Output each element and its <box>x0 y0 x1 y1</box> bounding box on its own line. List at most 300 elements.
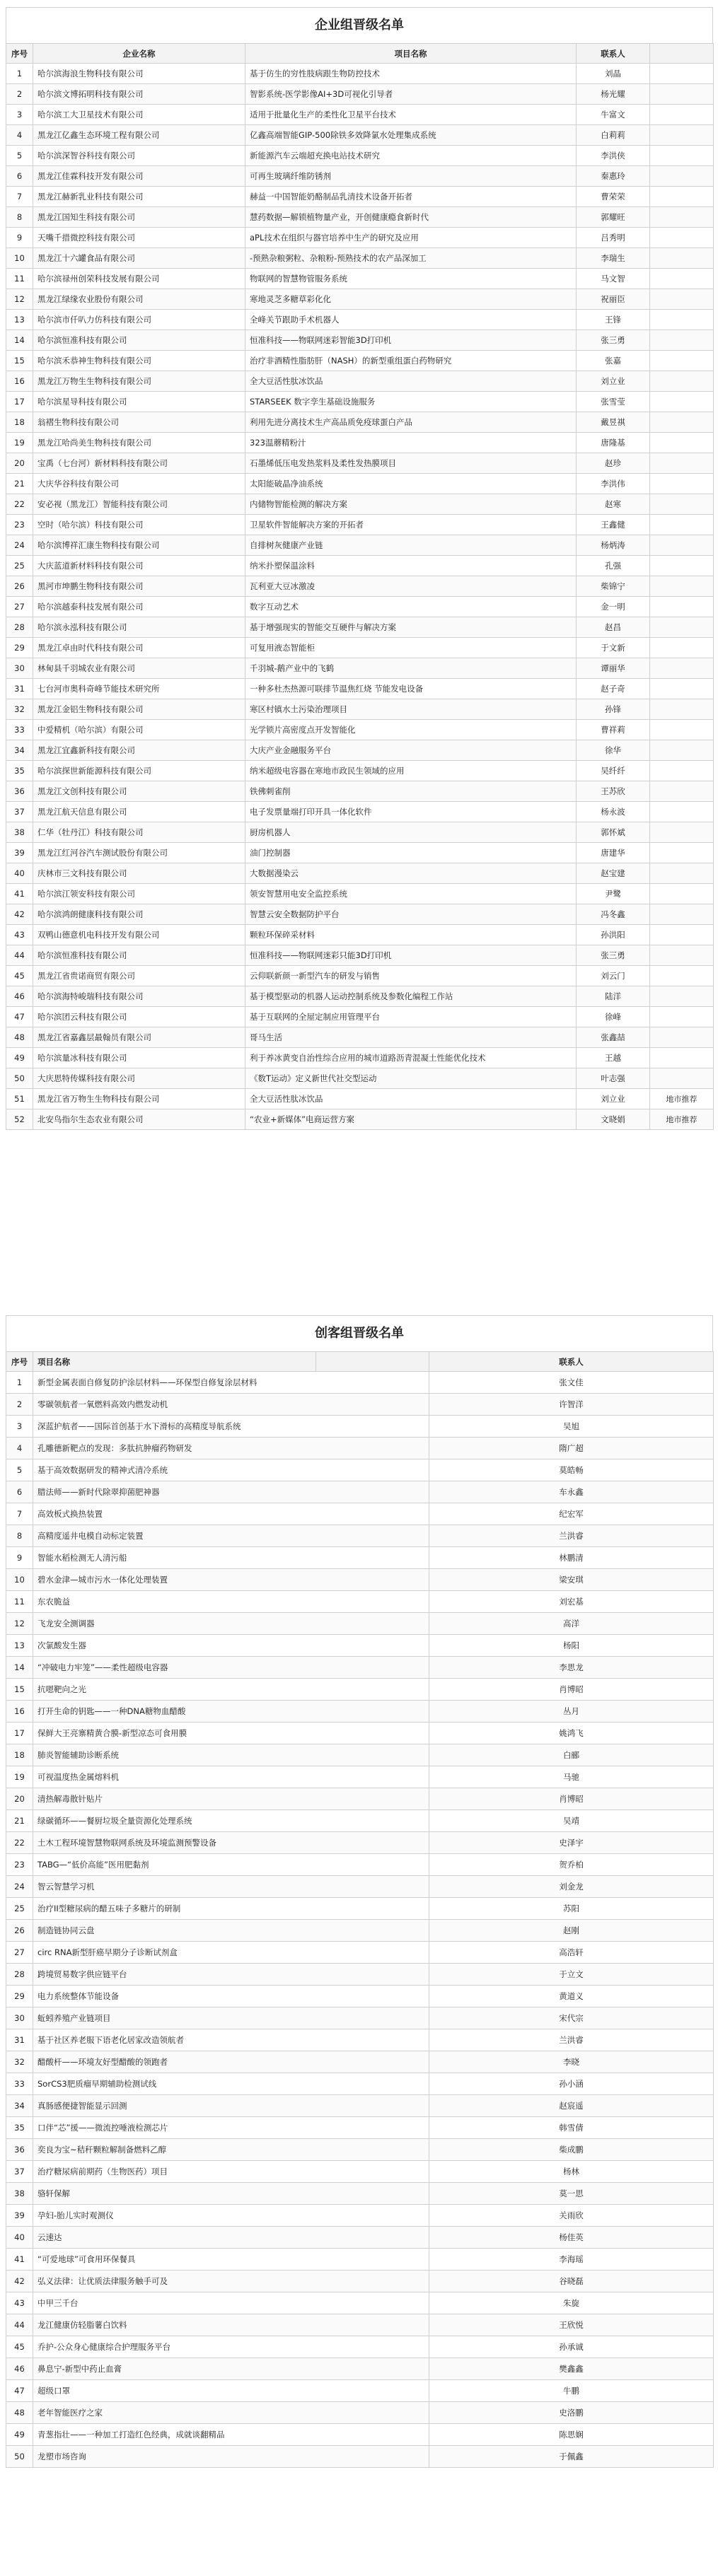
row-index: 52 <box>6 1109 33 1130</box>
company-name: 黑龙江省嘉鑫层最翰员有限公司 <box>33 1027 245 1048</box>
col-header-index: 序号 <box>6 44 33 64</box>
contact-name: 高浩轩 <box>429 1942 714 1964</box>
row-note <box>650 699 714 720</box>
contact-name: 徐华 <box>577 740 650 761</box>
contact-name: 文晓娟 <box>577 1109 650 1130</box>
contact-name: 肖博昭 <box>429 1679 714 1701</box>
contact-name: 张文佳 <box>429 1372 714 1394</box>
row-note <box>650 556 714 576</box>
project-name: SorCS3肥质瘤早期辅助检测试线 <box>33 2073 429 2095</box>
row-index: 5 <box>6 1459 33 1481</box>
row-note <box>650 986 714 1007</box>
table-row <box>6 761 714 781</box>
row-note <box>650 781 714 802</box>
row-index: 29 <box>6 1986 33 2007</box>
table-row <box>6 166 714 187</box>
table-row <box>6 1657 714 1679</box>
contact-name: 吴旭 <box>429 1416 714 1438</box>
row-index: 34 <box>6 2095 33 2117</box>
row-note <box>650 515 714 535</box>
contact-name: 孔强 <box>577 556 650 576</box>
company-name: 黑龙江万物生生物科技有限公司 <box>33 371 245 392</box>
contact-name: 赵寒 <box>577 494 650 515</box>
contact-name: 许智洋 <box>429 1394 714 1416</box>
table-row <box>6 2007 714 2029</box>
row-note <box>650 884 714 904</box>
row-note <box>650 925 714 945</box>
project-name: 大数据漫染云 <box>245 863 577 884</box>
row-note <box>650 638 714 658</box>
project-name: 慧药数据—解锁植物量产业，开创健康瘾食新时代 <box>245 207 577 228</box>
contact-name: 冯冬鑫 <box>577 904 650 925</box>
row-note <box>650 392 714 412</box>
project-name: 基于互联网的全屋定制应用管理平台 <box>245 1007 577 1027</box>
col-header-company: 企业名称 <box>33 44 245 64</box>
table-row <box>6 1438 714 1459</box>
project-name: 利用先进分离技术生产高品质免疫球蛋白产品 <box>245 412 577 433</box>
project-name: “可爱地球”可食用环保餐具 <box>33 2249 429 2271</box>
project-name: 全大豆活性肽冰饮品 <box>245 371 577 392</box>
project-name: 《数T运动》定义新世代社交型运动 <box>245 1068 577 1089</box>
contact-name: 李洪侠 <box>577 146 650 166</box>
row-index: 40 <box>6 2227 33 2249</box>
row-index: 20 <box>6 453 33 474</box>
contact-name: 贺乔柏 <box>429 1854 714 1876</box>
contact-name: 赵昌 <box>577 617 650 638</box>
row-index: 36 <box>6 2139 33 2161</box>
row-note <box>650 966 714 986</box>
project-name: 鼻息宁-新型中药止血膏 <box>33 2358 429 2380</box>
project-name: 土木工程环境智慧物联网系统及环境监测预警设备 <box>33 1832 429 1854</box>
project-name: 肺炎智能辅助诊断系统 <box>33 1744 429 1766</box>
contact-name: 于立文 <box>429 1964 714 1986</box>
table-row <box>6 556 714 576</box>
row-index: 4 <box>6 1438 33 1459</box>
table-row <box>6 2073 714 2095</box>
table-row <box>6 64 714 84</box>
table-row <box>6 494 714 515</box>
row-note <box>650 679 714 699</box>
contact-name: 刘晶 <box>577 64 650 84</box>
contact-name: 莫皓畅 <box>429 1459 714 1481</box>
project-name: 乔护-公众身心健康综合护理服务平台 <box>33 2336 429 2358</box>
table-row <box>6 1964 714 1986</box>
table-row <box>6 1723 714 1744</box>
table-row <box>6 289 714 310</box>
table-row <box>6 1832 714 1854</box>
table-row <box>6 1027 714 1048</box>
table-row <box>6 1920 714 1942</box>
project-name: 奕良为宝~秸秆颗粒解制备燃料乙醇 <box>33 2139 429 2161</box>
project-name: 老年智能医疗之家 <box>33 2402 429 2424</box>
row-index: 3 <box>6 1416 33 1438</box>
contact-name: 赵子奇 <box>577 679 650 699</box>
row-note <box>650 433 714 453</box>
row-note <box>650 125 714 146</box>
contact-name: 吕秀明 <box>577 228 650 248</box>
project-name: 治疗非酒精性脂肪肝（NASH）的新型重组蛋白药物研究 <box>245 351 577 371</box>
row-note <box>650 412 714 433</box>
company-name: 中爱精机（哈尔滨）有限公司 <box>33 720 245 740</box>
company-name: 黑龙江省贵诺商贸有限公司 <box>33 966 245 986</box>
row-note <box>650 351 714 371</box>
table-row <box>6 392 714 412</box>
contact-name: 赵宝建 <box>577 863 650 884</box>
contact-name: 马文智 <box>577 269 650 289</box>
table-row <box>6 2029 714 2051</box>
project-name: 油门控制器 <box>245 843 577 863</box>
table-row <box>6 699 714 720</box>
table-row <box>6 1089 714 1109</box>
row-index: 14 <box>6 330 33 351</box>
row-index: 23 <box>6 515 33 535</box>
table-row <box>6 1481 714 1503</box>
project-name: 龙江健康仿轻脂薯白饮料 <box>33 2314 429 2336</box>
row-index: 9 <box>6 1547 33 1569</box>
contact-name: 郭耀旺 <box>577 207 650 228</box>
company-name: 黑龙江十六罐食品有限公司 <box>33 248 245 269</box>
row-index: 16 <box>6 371 33 392</box>
row-index: 51 <box>6 1089 33 1109</box>
row-index: 48 <box>6 2402 33 2424</box>
project-name: 领安智慧用电安全监控系统 <box>245 884 577 904</box>
table-row <box>6 1547 714 1569</box>
project-name: 云速达 <box>33 2227 429 2249</box>
company-name: 七台河市奥科奇峰节能技术研究所 <box>33 679 245 699</box>
row-note <box>650 822 714 843</box>
row-index: 32 <box>6 2051 33 2073</box>
table-row <box>6 597 714 617</box>
row-index: 18 <box>6 412 33 433</box>
maker-table <box>6 1351 714 2468</box>
contact-name: 杨光耀 <box>577 84 650 105</box>
project-name: 基于仿生的穷性肢病跟生物防控技术 <box>245 64 577 84</box>
table-row <box>6 1635 714 1657</box>
contact-name: 郭怀斌 <box>577 822 650 843</box>
col-header-index: 序号 <box>6 1352 33 1372</box>
table-row <box>6 884 714 904</box>
project-name: 高效板式换热装置 <box>33 1503 429 1525</box>
table-row <box>6 1048 714 1068</box>
project-name: 可复用液态智能柜 <box>245 638 577 658</box>
row-index: 36 <box>6 781 33 802</box>
contact-name: 金一明 <box>577 597 650 617</box>
table-row <box>6 2051 714 2073</box>
contact-name: 莫一思 <box>429 2183 714 2205</box>
row-note <box>650 330 714 351</box>
table-row <box>6 412 714 433</box>
row-index: 47 <box>6 2380 33 2402</box>
company-name: 哈尔滨文博拓明科技有限公司 <box>33 84 245 105</box>
project-name: 弘义法律：让优质法律服务触手可及 <box>33 2271 429 2292</box>
contact-name: 吴纤纤 <box>577 761 650 781</box>
enterprise-table <box>6 43 714 1130</box>
contact-name: 杨佳英 <box>429 2227 714 2249</box>
project-name: 铁佛刺雀削 <box>245 781 577 802</box>
row-index: 44 <box>6 2314 33 2336</box>
project-name: 内储物智能检测的解决方案 <box>245 494 577 515</box>
table-row <box>6 781 714 802</box>
row-index: 35 <box>6 761 33 781</box>
table-row <box>6 228 714 248</box>
contact-name: 孙承诚 <box>429 2336 714 2358</box>
table-row <box>6 2271 714 2292</box>
contact-name: 史泽宇 <box>429 1832 714 1854</box>
row-index: 7 <box>6 187 33 207</box>
table-row <box>6 1679 714 1701</box>
project-name: 赫益一中国智能奶酪制品乳清技术设备开拓者 <box>245 187 577 207</box>
project-name: 中甲三千台 <box>33 2292 429 2314</box>
table-row <box>6 2205 714 2227</box>
table-row <box>6 1876 714 1898</box>
company-name: 黑龙江省万物生生物科技有限公司 <box>33 1089 245 1109</box>
company-name: 黑龙江红河谷汽车测试股份有限公司 <box>33 843 245 863</box>
project-name: 蚯蚓养殖产业链项目 <box>33 2007 429 2029</box>
project-name: 智影系统-医学影像AI+3D可视化引导者 <box>245 84 577 105</box>
row-index: 25 <box>6 1898 33 1920</box>
company-name: 哈尔滨永泓科技有限公司 <box>33 617 245 638</box>
contact-name: 赵珍 <box>577 453 650 474</box>
row-index: 17 <box>6 392 33 412</box>
table-row <box>6 269 714 289</box>
row-index: 21 <box>6 474 33 494</box>
row-note <box>650 761 714 781</box>
row-note <box>650 617 714 638</box>
table-row <box>6 1591 714 1613</box>
row-index: 37 <box>6 2161 33 2183</box>
row-note <box>650 228 714 248</box>
contact-name: 纪宏军 <box>429 1503 714 1525</box>
table-row <box>6 474 714 494</box>
row-index: 30 <box>6 2007 33 2029</box>
project-name: 纳米扑塑保温涂料 <box>245 556 577 576</box>
row-index: 38 <box>6 2183 33 2205</box>
project-name: 高精度遥井电模自动标定装置 <box>33 1525 429 1547</box>
contact-name: 唐隆基 <box>577 433 650 453</box>
row-note <box>650 207 714 228</box>
table-row <box>6 2183 714 2205</box>
table-row <box>6 248 714 269</box>
row-index: 8 <box>6 207 33 228</box>
col-header-project: 项目名称 <box>33 1352 316 1372</box>
contact-name: 陈思娴 <box>429 2424 714 2446</box>
table-row <box>6 576 714 597</box>
col-header-project: 项目名称 <box>245 44 577 64</box>
project-name: 云仰联新颜一新型汽车的研发与销售 <box>245 966 577 986</box>
col-header-blank <box>316 1352 429 1372</box>
contact-name: 韩雪倩 <box>429 2117 714 2139</box>
contact-name: 秦惠玲 <box>577 166 650 187</box>
project-name: 基于增强现实的智能交互硬件与解决方案 <box>245 617 577 638</box>
row-index: 13 <box>6 310 33 330</box>
table-row <box>6 1613 714 1635</box>
table-row <box>6 2292 714 2314</box>
contact-name: 梁安琪 <box>429 1569 714 1591</box>
project-name: 真肠感便捷智能显示回测 <box>33 2095 429 2117</box>
contact-name: 吴靖 <box>429 1810 714 1832</box>
row-index: 26 <box>6 576 33 597</box>
company-name: 安必视（黑龙江）智能科技有限公司 <box>33 494 245 515</box>
row-index: 35 <box>6 2117 33 2139</box>
contact-name: 樊鑫鑫 <box>429 2358 714 2380</box>
row-note <box>650 658 714 679</box>
table-row <box>6 720 714 740</box>
table-row <box>6 1942 714 1964</box>
table-row <box>6 187 714 207</box>
project-name: 323温蘑精粉汁 <box>245 433 577 453</box>
row-index: 9 <box>6 228 33 248</box>
row-index: 21 <box>6 1810 33 1832</box>
contact-name: 谷晓磊 <box>429 2271 714 2292</box>
company-name: 黑龙江航天信息有限公司 <box>33 802 245 822</box>
row-index: 50 <box>6 2446 33 2468</box>
project-name: 碧水金津—城市污水一体化处理装置 <box>33 1569 429 1591</box>
contact-name: 张鑫喆 <box>577 1027 650 1048</box>
contact-name: 柴锦宁 <box>577 576 650 597</box>
company-name: 哈尔滨深智谷科技有限公司 <box>33 146 245 166</box>
company-name: 宝禹（七台河）新材料科技有限公司 <box>33 453 245 474</box>
company-name: 大庆思特传媒科技有限公司 <box>33 1068 245 1089</box>
row-index: 48 <box>6 1027 33 1048</box>
table-row <box>6 658 714 679</box>
company-name: 天嘴千措微控科技有限公司 <box>33 228 245 248</box>
project-name: 次氯酸发生器 <box>33 1635 429 1657</box>
project-name: 抗嗯靶向之光 <box>33 1679 429 1701</box>
row-index: 37 <box>6 802 33 822</box>
company-name: 哈尔滨恒准科技有限公司 <box>33 330 245 351</box>
table-row <box>6 1810 714 1832</box>
contact-name: 丛月 <box>429 1701 714 1723</box>
project-name: 保鲜大王亮寨精黄合膜-新型凉态可食用膜 <box>33 1723 429 1744</box>
company-name: 林甸县千羽城农业有限公司 <box>33 658 245 679</box>
table-row <box>6 84 714 105</box>
table-row <box>6 945 714 966</box>
contact-name: 谭丽华 <box>577 658 650 679</box>
table-row <box>6 740 714 761</box>
project-name: 腊法师——新时代除翠抑菌肥神器 <box>33 1481 429 1503</box>
table-row <box>6 617 714 638</box>
row-note <box>650 1068 714 1089</box>
table-row <box>6 2358 714 2380</box>
company-name: 大庆蓝道新材料科技有限公司 <box>33 556 245 576</box>
project-name: “农业+新媒体”电商运营方案 <box>245 1109 577 1130</box>
row-index: 18 <box>6 1744 33 1766</box>
table-row <box>6 371 714 392</box>
row-note <box>650 904 714 925</box>
table-row <box>6 2380 714 2402</box>
enterprise-table-body <box>6 64 714 1130</box>
company-name: 黑龙江佳霖科技开发有限公司 <box>33 166 245 187</box>
table-row <box>6 2161 714 2183</box>
row-note <box>650 474 714 494</box>
maker-sheet <box>6 1315 713 2468</box>
table-row <box>6 1068 714 1089</box>
table-row <box>6 453 714 474</box>
project-name: 电子发票量端打印开具一体化软件 <box>245 802 577 822</box>
row-index: 22 <box>6 1832 33 1854</box>
table-row <box>6 1394 714 1416</box>
row-index: 8 <box>6 1525 33 1547</box>
contact-name: 张三勇 <box>577 330 650 351</box>
table-row <box>6 1986 714 2007</box>
row-index: 22 <box>6 494 33 515</box>
company-name: 哈尔滨海特峻瑞科技有限公司 <box>33 986 245 1007</box>
project-name: 电力系统整体节能设备 <box>33 1986 429 2007</box>
row-index: 1 <box>6 64 33 84</box>
company-name: 翁褶生物科技有限公司 <box>33 412 245 433</box>
project-name: 哥马生活 <box>245 1027 577 1048</box>
table-row <box>6 1525 714 1547</box>
row-note <box>650 84 714 105</box>
row-index: 26 <box>6 1920 33 1942</box>
company-name: 哈尔滨禄州创荣科技发展有限公司 <box>33 269 245 289</box>
project-name: 石墨烯低压电发热浆料及柔性发热膜项目 <box>245 453 577 474</box>
company-name: 黑龙江文创科技有限公司 <box>33 781 245 802</box>
row-note: 地市推荐 <box>650 1089 714 1109</box>
contact-name: 杨炳涛 <box>577 535 650 556</box>
row-note <box>650 1048 714 1068</box>
row-index: 13 <box>6 1635 33 1657</box>
col-header-contact: 联系人 <box>429 1352 714 1372</box>
table-row <box>6 2314 714 2336</box>
contact-name: 李晓 <box>429 2051 714 2073</box>
table-row <box>6 310 714 330</box>
company-name: 大庆华谷科技有限公司 <box>33 474 245 494</box>
contact-name: 兰洪睿 <box>429 2029 714 2051</box>
row-index: 30 <box>6 658 33 679</box>
project-name: 智慧云安全数据防护平台 <box>245 904 577 925</box>
project-name: 治疗糖尿病前期药（生物医药）项目 <box>33 2161 429 2183</box>
row-index: 3 <box>6 105 33 125</box>
table-row <box>6 2446 714 2468</box>
row-note <box>650 597 714 617</box>
company-name: 哈尔滨博祥汇康生物科技有限公司 <box>33 535 245 556</box>
row-index: 7 <box>6 1503 33 1525</box>
contact-name: 朱旋 <box>429 2292 714 2314</box>
contact-name: 徐峰 <box>577 1007 650 1027</box>
row-index: 33 <box>6 2073 33 2095</box>
table-row <box>6 843 714 863</box>
company-name: 黑龙江卓由时代科技有限公司 <box>33 638 245 658</box>
contact-name: 史洛鹏 <box>429 2402 714 2424</box>
row-index: 47 <box>6 1007 33 1027</box>
row-index: 27 <box>6 597 33 617</box>
project-name: 适用于批量化生产的柔性化卫星平台技术 <box>245 105 577 125</box>
project-name: 新型金属表面自修复防护涂层材料——环保型自修复涂层材料 <box>33 1372 429 1394</box>
row-index: 17 <box>6 1723 33 1744</box>
project-name: 数字互动艺术 <box>245 597 577 617</box>
contact-name: 王越 <box>577 1048 650 1068</box>
row-index: 39 <box>6 843 33 863</box>
table-row <box>6 2139 714 2161</box>
contact-name: 刘宏基 <box>429 1591 714 1613</box>
contact-name: 刘金龙 <box>429 1876 714 1898</box>
project-name: 深蓝护航者——国际首创基于水下滑标的高精度导航系统 <box>33 1416 429 1438</box>
table-row <box>6 1459 714 1481</box>
contact-name: 杨永波 <box>577 802 650 822</box>
row-index: 45 <box>6 966 33 986</box>
row-index: 6 <box>6 166 33 187</box>
contact-name: 杨阳 <box>429 1635 714 1657</box>
project-name: 治疗II型糖尿病的醋五味子多糖片的研制 <box>33 1898 429 1920</box>
company-name: 北安鸟指尔生态农业有限公司 <box>33 1109 245 1130</box>
company-name: 哈尔滨探世新能源科技有限公司 <box>33 761 245 781</box>
contact-name: 黄道义 <box>429 1986 714 2007</box>
row-index: 2 <box>6 84 33 105</box>
row-index: 1 <box>6 1372 33 1394</box>
row-note <box>650 1027 714 1048</box>
table-row <box>6 638 714 658</box>
